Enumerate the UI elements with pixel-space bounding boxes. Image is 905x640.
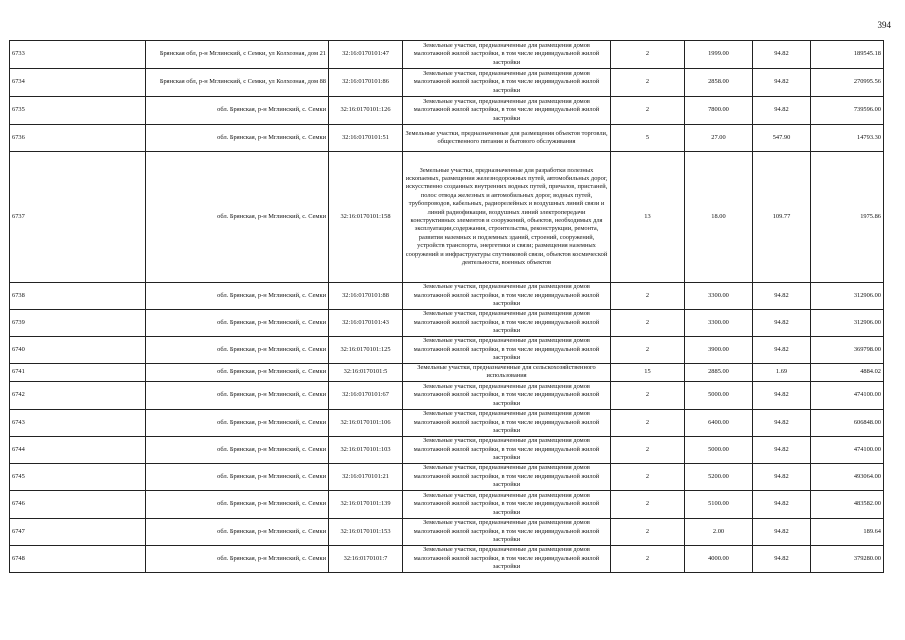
row-number: 6735 <box>10 97 146 125</box>
row-area: 3300.00 <box>685 283 753 310</box>
row-area: 2858.00 <box>685 69 753 97</box>
row-cadastral-number: 32:16:0170101:125 <box>329 337 403 364</box>
table-row <box>10 409 884 436</box>
page-number: 394 <box>877 20 891 30</box>
table-row <box>10 463 884 490</box>
row-address: обл. Брянская, р-н Мглинский, с. Семки <box>146 409 329 436</box>
row-cadastral-number: 32:16:0170101:158 <box>329 152 403 283</box>
row-specific-value: 94.82 <box>753 97 811 125</box>
row-specific-value: 94.82 <box>753 463 811 490</box>
row-permitted-use: Земельные участки, предназначенные для размещения домов малоэтажной жилой застройки, в том числе индивидуальной жилой застройки <box>403 337 611 364</box>
row-area: 5100.00 <box>685 490 753 518</box>
row-address: обл. Брянская, р-н Мглинский, с. Семки <box>146 283 329 310</box>
row-area: 4000.00 <box>685 545 753 572</box>
row-specific-value: 94.82 <box>753 69 811 97</box>
row-cadastral-value: 474100.00 <box>811 436 884 463</box>
row-number: 6745 <box>10 463 146 490</box>
row-number: 6746 <box>10 490 146 518</box>
row-area: 3900.00 <box>685 337 753 364</box>
table-row <box>10 283 884 310</box>
row-area: 5000.00 <box>685 436 753 463</box>
row-use-group: 2 <box>611 41 685 69</box>
table-row <box>10 545 884 572</box>
row-cadastral-value: 312906.00 <box>811 310 884 337</box>
row-address: обл. Брянская, р-н Мглинский, с. Семки <box>146 490 329 518</box>
row-cadastral-number: 32:16:0170101:51 <box>329 125 403 152</box>
row-number: 6737 <box>10 152 146 283</box>
row-permitted-use: Земельные участки, предназначенные для сельскохозяйственного использования <box>403 364 611 382</box>
row-area: 7800.00 <box>685 97 753 125</box>
row-specific-value: 547.90 <box>753 125 811 152</box>
row-use-group: 2 <box>611 436 685 463</box>
row-cadastral-number: 32:16:0170101:5 <box>329 364 403 382</box>
row-address: обл. Брянская, р-н Мглинский, с. Семки <box>146 337 329 364</box>
row-address: Брянская обл, р-н Мглинский, с Семки, ул Колхозная, дом 88 <box>146 69 329 97</box>
row-number: 6747 <box>10 518 146 545</box>
row-cadastral-number: 32:16:0170101:43 <box>329 310 403 337</box>
row-use-group: 2 <box>611 337 685 364</box>
row-specific-value: 94.82 <box>753 310 811 337</box>
table-row <box>10 490 884 518</box>
row-cadastral-value: 312906.00 <box>811 283 884 310</box>
row-number: 6739 <box>10 310 146 337</box>
row-cadastral-value: 379280.00 <box>811 545 884 572</box>
row-cadastral-value: 369798.00 <box>811 337 884 364</box>
row-use-group: 2 <box>611 381 685 409</box>
row-area: 6400.00 <box>685 409 753 436</box>
row-address: обл. Брянская, р-н Мглинский, с. Семки <box>146 152 329 283</box>
row-cadastral-value: 493064.00 <box>811 463 884 490</box>
row-cadastral-number: 32:16:0170101:88 <box>329 283 403 310</box>
row-cadastral-value: 4884.02 <box>811 364 884 382</box>
row-cadastral-number: 32:16:0170101:67 <box>329 381 403 409</box>
row-area: 18.00 <box>685 152 753 283</box>
row-cadastral-value: 14793.30 <box>811 125 884 152</box>
row-use-group: 2 <box>611 518 685 545</box>
row-cadastral-number: 32:16:0170101:86 <box>329 69 403 97</box>
row-cadastral-number: 32:16:0170101:47 <box>329 41 403 69</box>
row-address: обл. Брянская, р-н Мглинский, с. Семки <box>146 381 329 409</box>
table-row <box>10 41 884 69</box>
row-area: 3300.00 <box>685 310 753 337</box>
row-specific-value: 109.77 <box>753 152 811 283</box>
row-permitted-use: Земельные участки, предназначенные для размещения домов малоэтажной жилой застройки, в том числе индивидуальной жилой застройки <box>403 436 611 463</box>
row-address: обл. Брянская, р-н Мглинский, с. Семки <box>146 436 329 463</box>
row-cadastral-value: 474100.00 <box>811 381 884 409</box>
table-row <box>10 364 884 382</box>
row-number: 6743 <box>10 409 146 436</box>
row-number: 6741 <box>10 364 146 382</box>
row-cadastral-value: 189.64 <box>811 518 884 545</box>
row-area: 27.00 <box>685 125 753 152</box>
row-permitted-use: Земельные участки, предназначенные для размещения домов малоэтажной жилой застройки, в том числе индивидуальной жилой застройки <box>403 283 611 310</box>
row-specific-value: 94.82 <box>753 545 811 572</box>
row-specific-value: 94.82 <box>753 337 811 364</box>
table-row <box>10 310 884 337</box>
row-permitted-use: Земельные участки, предназначенные для размещения домов малоэтажной жилой застройки, в том числе индивидуальной жилой застройки <box>403 310 611 337</box>
row-specific-value: 94.82 <box>753 490 811 518</box>
row-permitted-use: Земельные участки, предназначенные для размещения домов малоэтажной жилой застройки, в том числе индивидуальной жилой застройки <box>403 409 611 436</box>
row-address: обл. Брянская, р-н Мглинский, с. Семки <box>146 545 329 572</box>
row-address: обл. Брянская, р-н Мглинский, с. Семки <box>146 518 329 545</box>
row-permitted-use: Земельные участки, предназначенные для размещения домов малоэтажной жилой застройки, в том числе индивидуальной жилой застройки <box>403 41 611 69</box>
row-number: 6742 <box>10 381 146 409</box>
row-use-group: 2 <box>611 97 685 125</box>
row-address: обл. Брянская, р-н Мглинский, с. Семки <box>146 364 329 382</box>
row-cadastral-value: 483582.00 <box>811 490 884 518</box>
table-row <box>10 69 884 97</box>
table-body <box>10 41 884 573</box>
row-area: 2885.00 <box>685 364 753 382</box>
row-specific-value: 94.82 <box>753 283 811 310</box>
row-use-group: 2 <box>611 69 685 97</box>
row-permitted-use: Земельные участки, предназначенные для размещения домов малоэтажной жилой застройки, в том числе индивидуальной жилой застройки <box>403 69 611 97</box>
row-specific-value: 94.82 <box>753 436 811 463</box>
row-cadastral-value: 606848.00 <box>811 409 884 436</box>
row-number: 6734 <box>10 69 146 97</box>
row-permitted-use: Земельные участки, предназначенные для размещения домов малоэтажной жилой застройки, в том числе индивидуальной жилой застройки <box>403 463 611 490</box>
row-cadastral-number: 32:16:0170101:126 <box>329 97 403 125</box>
row-number: 6748 <box>10 545 146 572</box>
row-specific-value: 94.82 <box>753 409 811 436</box>
row-cadastral-number: 32:16:0170101:106 <box>329 409 403 436</box>
table-row <box>10 436 884 463</box>
row-specific-value: 94.82 <box>753 381 811 409</box>
row-permitted-use: Земельные участки, предназначенные для размещения домов малоэтажной жилой застройки, в том числе индивидуальной жилой застройки <box>403 97 611 125</box>
row-permitted-use: Земельные участки, предназначенные для размещения домов малоэтажной жилой застройки, в том числе индивидуальной жилой застройки <box>403 381 611 409</box>
table-row <box>10 97 884 125</box>
table-row <box>10 125 884 152</box>
row-number: 6736 <box>10 125 146 152</box>
row-area: 5200.00 <box>685 463 753 490</box>
row-cadastral-number: 32:16:0170101:103 <box>329 436 403 463</box>
row-number: 6740 <box>10 337 146 364</box>
row-use-group: 15 <box>611 364 685 382</box>
row-permitted-use: Земельные участки, предназначенные для размещения домов малоэтажной жилой застройки, в том числе индивидуальной жилой застройки <box>403 490 611 518</box>
row-cadastral-value: 270995.56 <box>811 69 884 97</box>
row-use-group: 13 <box>611 152 685 283</box>
table-row <box>10 518 884 545</box>
row-permitted-use: Земельные участки, предназначенные для размещения домов малоэтажной жилой застройки, в том числе индивидуальной жилой застройки <box>403 518 611 545</box>
row-address: обл. Брянская, р-н Мглинский, с. Семки <box>146 125 329 152</box>
row-number: 6733 <box>10 41 146 69</box>
row-cadastral-number: 32:16:0170101:7 <box>329 545 403 572</box>
row-number: 6738 <box>10 283 146 310</box>
row-permitted-use: Земельные участки, предназначенные для размещения объектов торговли, общественного питания и бытового обслуживания <box>403 125 611 152</box>
row-cadastral-value: 739596.00 <box>811 97 884 125</box>
cadastral-value-table <box>9 40 884 573</box>
row-number: 6744 <box>10 436 146 463</box>
row-cadastral-number: 32:16:0170101:153 <box>329 518 403 545</box>
row-address: Брянская обл, р-н Мглинский, с Семки, ул Колхозная, дом 21 <box>146 41 329 69</box>
row-permitted-use: Земельные участки, предназначенные для разработки полезных ископаемых, размещения железнодорожных путей, автомобильных дорог, искусственно созданных внутренних водных путей, причалов, пристаней, полос отвода железных и автомобильных дорог, водных путей, трубопроводов, кабельных, радиорелейных и воздушных линий связи и линий радиофикации, воздушных линий электропередачи конструктивных элементов и сооружений, объектов, необходимых для эксплуатации,содержания, строительства, реконструкции, ремонта, развития наземных и подземных зданий, строений, сооружений, устройств транспорта, энергетики и связи; размещения наземных сооружений и инфраструктуры спутниковой связи, объектов космической деятельности, военных объектов <box>403 152 611 283</box>
row-address: обл. Брянская, р-н Мглинский, с. Семки <box>146 97 329 125</box>
row-use-group: 2 <box>611 463 685 490</box>
row-cadastral-value: 189545.18 <box>811 41 884 69</box>
row-use-group: 2 <box>611 310 685 337</box>
row-cadastral-number: 32:16:0170101:139 <box>329 490 403 518</box>
row-area: 1999.00 <box>685 41 753 69</box>
row-permitted-use: Земельные участки, предназначенные для размещения домов малоэтажной жилой застройки, в том числе индивидуальной жилой застройки <box>403 545 611 572</box>
row-use-group: 2 <box>611 283 685 310</box>
row-specific-value: 94.82 <box>753 518 811 545</box>
row-area: 2.00 <box>685 518 753 545</box>
row-use-group: 2 <box>611 490 685 518</box>
row-cadastral-number: 32:16:0170101:21 <box>329 463 403 490</box>
row-use-group: 2 <box>611 409 685 436</box>
table-row <box>10 337 884 364</box>
row-specific-value: 94.82 <box>753 41 811 69</box>
row-use-group: 2 <box>611 545 685 572</box>
row-address: обл. Брянская, р-н Мглинский, с. Семки <box>146 310 329 337</box>
row-area: 5000.00 <box>685 381 753 409</box>
row-address: обл. Брянская, р-н Мглинский, с. Семки <box>146 463 329 490</box>
table-row <box>10 152 884 283</box>
row-use-group: 5 <box>611 125 685 152</box>
row-cadastral-value: 1975.86 <box>811 152 884 283</box>
table-row <box>10 381 884 409</box>
row-specific-value: 1.69 <box>753 364 811 382</box>
